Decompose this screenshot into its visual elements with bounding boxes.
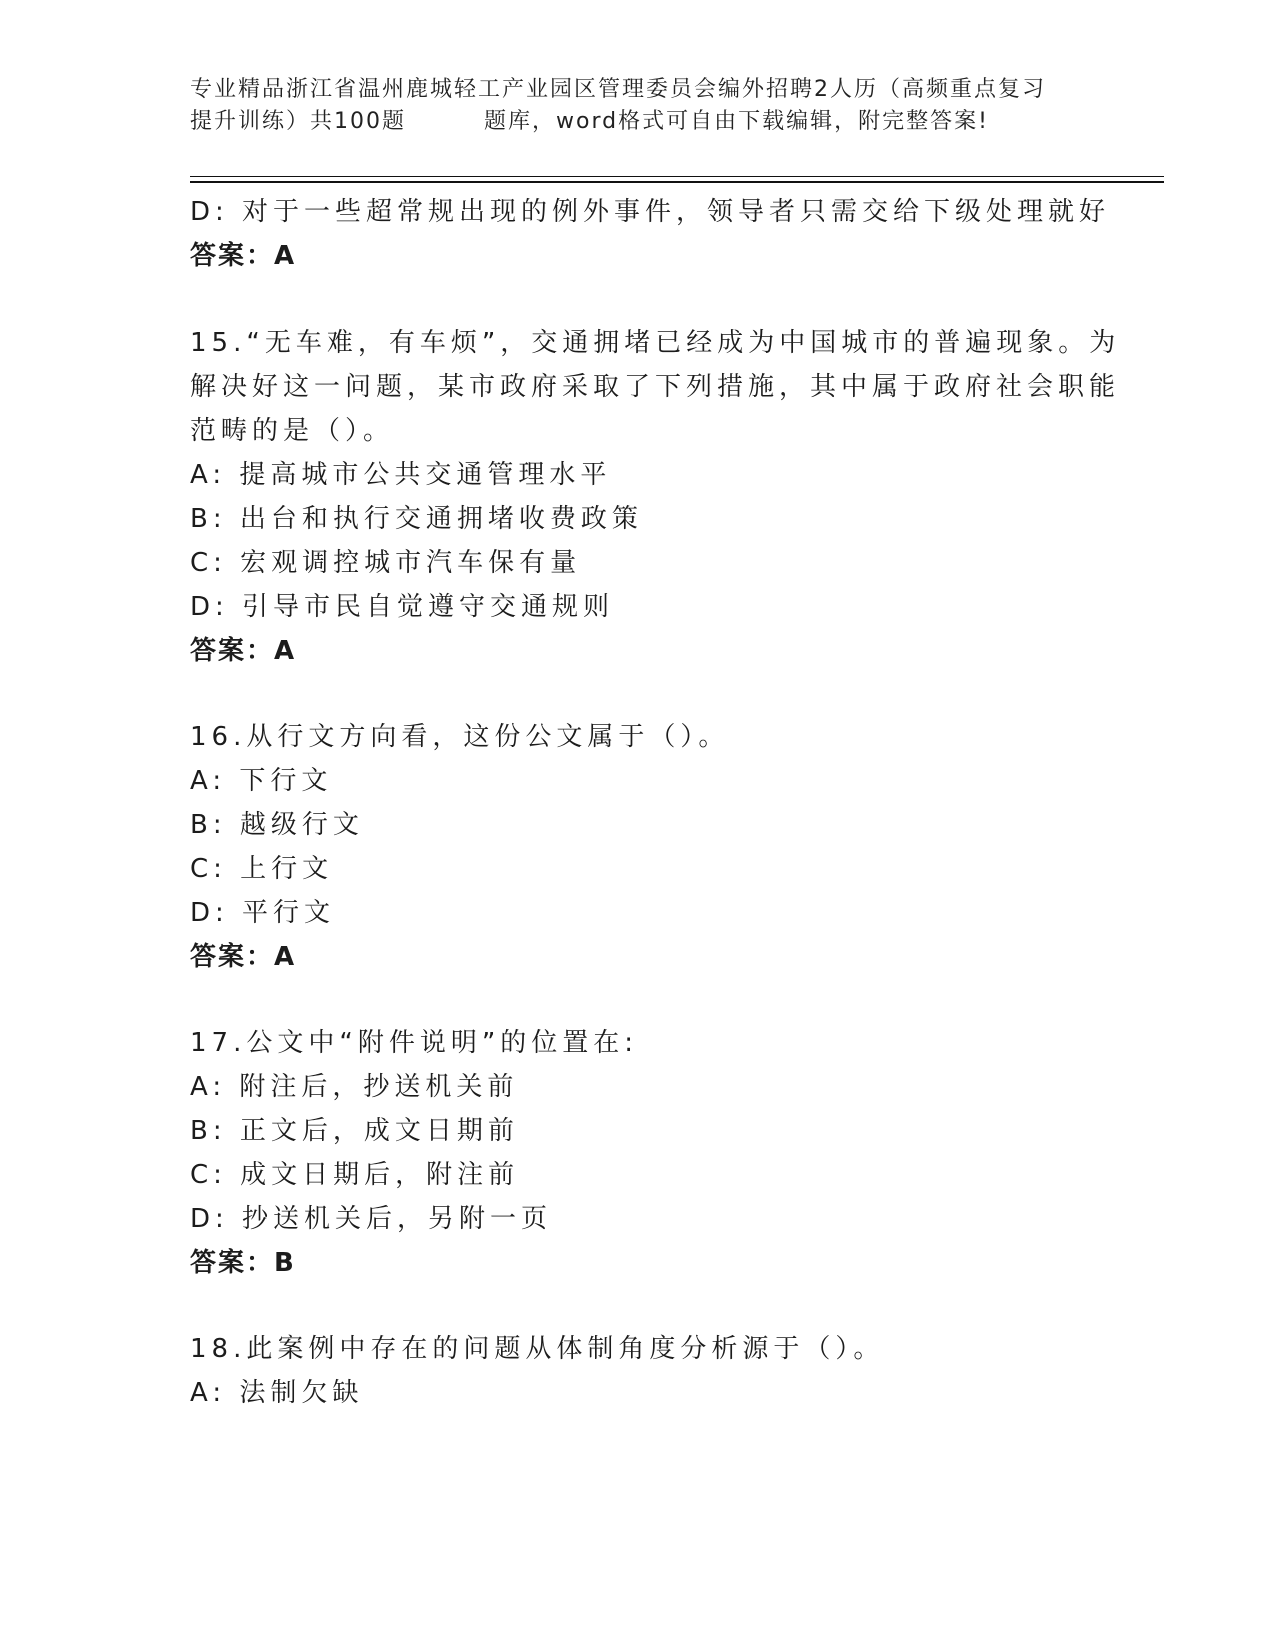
prev-option-d: D: 对于一些超常规出现的例外事件，领导者只需交给下级处理就好 <box>190 197 1111 227</box>
q16-text-line1: 16.从行文方向看，这份公文属于（）。 <box>190 722 730 752</box>
q17-option-b: B: 正文后，成文日期前 <box>190 1116 519 1146</box>
header-title-line2 <box>190 106 1090 138</box>
q17-option-a: A: 附注后，抄送机关前 <box>190 1072 519 1102</box>
header-divider-thick <box>190 181 1164 183</box>
q17-option-d: D: 抄送机关后，另附一页 <box>190 1204 553 1234</box>
q15-option-a: A: 提高城市公共交通管理水平 <box>190 460 612 490</box>
header-line2-right: 题库，word格式可自由下载编辑，附完整答案! <box>484 109 989 134</box>
q15-option-d: D: 引导市民自觉遵守交通规则 <box>190 592 615 622</box>
q15-text-line2: 解决好这一问题，某市政府采取了下列措施，其中属于政府社会职能 <box>190 372 1121 402</box>
header-title-line1: 专业精品浙江省温州鹿城轻工产业园区管理委员会编外招聘2人历（高频重点复习 <box>190 77 1046 102</box>
header-line2-left: 提升训练）共100题 <box>190 109 406 134</box>
q16-option-c: C: 上行文 <box>190 854 334 884</box>
header-divider-thin <box>190 176 1164 177</box>
q15-answer: 答案：A <box>190 636 297 666</box>
prev-answer: 答案：A <box>190 241 297 271</box>
q17-option-c: C: 成文日期后，附注前 <box>190 1160 520 1190</box>
q18-text-line1: 18.此案例中存在的问题从体制角度分析源于（）。 <box>190 1334 885 1364</box>
q16-option-b: B: 越级行文 <box>190 810 364 840</box>
q16-option-d: D: 平行文 <box>190 898 336 928</box>
page-header <box>190 74 1090 138</box>
q18-option-a: A: 法制欠缺 <box>190 1378 364 1408</box>
q17-answer: 答案：B <box>190 1248 296 1278</box>
q17-text-line1: 17.公文中“附件说明”的位置在: <box>190 1028 639 1058</box>
q15-text-line1: 15.“无车难，有车烦”，交通拥堵已经成为中国城市的普遍现象。为 <box>190 328 1121 358</box>
q15-text-line3: 范畴的是（）。 <box>190 416 395 446</box>
q16-answer: 答案：A <box>190 942 297 972</box>
q15-option-b: B: 出台和执行交通拥堵收费政策 <box>190 504 643 534</box>
q16-option-a: A: 下行文 <box>190 766 333 796</box>
q15-option-c: C: 宏观调控城市汽车保有量 <box>190 548 582 578</box>
